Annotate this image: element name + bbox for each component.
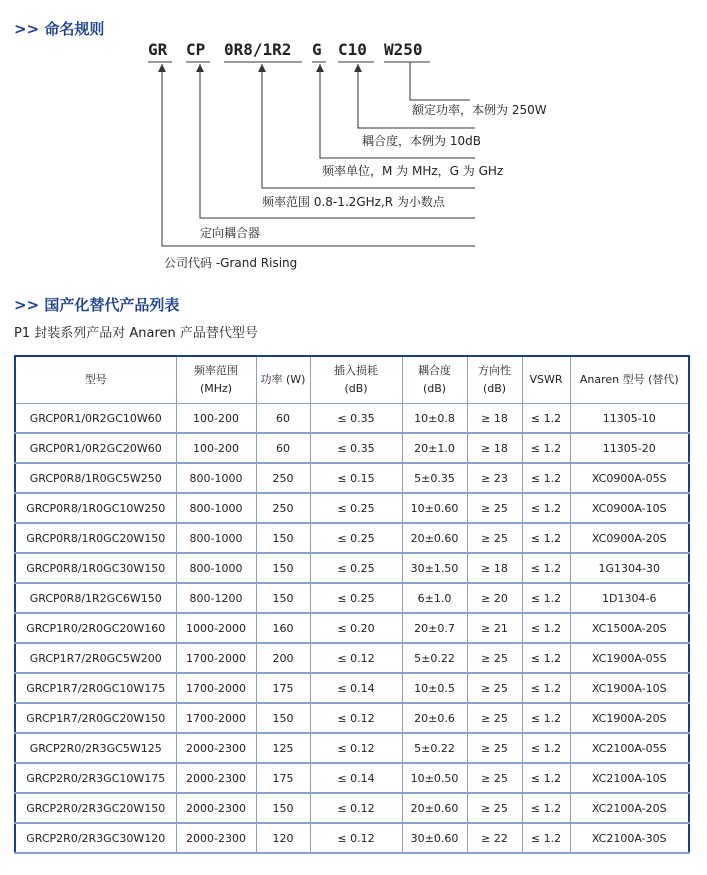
table-cell: GRCP2R0/2R3GC30W120: [15, 823, 176, 853]
table-cell: 120: [256, 823, 310, 853]
table-cell: 175: [256, 763, 310, 793]
table-cell: 1000-2000: [176, 613, 256, 643]
table-cell: GRCP0R1/0R2GC10W60: [15, 404, 176, 434]
column-header-line: 耦合度: [418, 364, 451, 377]
column-header-line: (dB): [482, 382, 507, 395]
product-table: [14, 355, 690, 854]
table-cell: XC2100A-10S: [570, 763, 689, 793]
table-cell: 800-1000: [176, 523, 256, 553]
table-cell: 10±0.5: [402, 673, 467, 703]
table-row: [15, 523, 689, 553]
code-segment-power: W250: [384, 40, 423, 59]
arrowhead-frequency-range: [258, 64, 266, 72]
table-cell: GRCP1R7/2R0GC5W200: [15, 643, 176, 673]
column-header-line: 方向性: [478, 364, 511, 377]
table-row: [15, 433, 689, 463]
table-cell: XC2100A-30S: [570, 823, 689, 853]
table-cell: ≤ 0.25: [310, 493, 402, 523]
table-cell: ≤ 0.12: [310, 793, 402, 823]
table-cell: 125: [256, 733, 310, 763]
table-cell: ≤ 1.2: [522, 463, 570, 493]
table-cell: ≤ 0.25: [310, 553, 402, 583]
label-type: 定向耦合器: [200, 226, 261, 240]
table-header-row: [15, 356, 689, 404]
table-cell: ≤ 1.2: [522, 703, 570, 733]
table-cell: 1G1304-30: [570, 553, 689, 583]
naming-section-title: >> 命名规则: [14, 20, 105, 38]
column-header: [522, 356, 570, 404]
label-frequency-range: 频率范围 0.8-1.2GHz,R 为小数点: [262, 195, 445, 209]
column-header-line: VSWR: [529, 373, 563, 386]
table-cell: 800-1000: [176, 463, 256, 493]
table-cell: 250: [256, 463, 310, 493]
column-header-line: Anaren 型号 (替代): [579, 373, 679, 386]
table-cell: ≤ 0.35: [310, 433, 402, 463]
table-cell: ≤ 0.12: [310, 823, 402, 853]
table-cell: 10±0.50: [402, 763, 467, 793]
table-cell: ≤ 1.2: [522, 673, 570, 703]
table-cell: 150: [256, 553, 310, 583]
table-cell: ≤ 1.2: [522, 493, 570, 523]
table-cell: 2000-2300: [176, 763, 256, 793]
table-cell: GRCP0R8/1R0GC20W150: [15, 523, 176, 553]
column-header-line: (MHz): [199, 382, 233, 395]
code-segment-type: CP: [186, 40, 206, 59]
table-cell: ≤ 0.25: [310, 523, 402, 553]
table-cell: ≥ 25: [467, 493, 522, 523]
table-cell: 11305-20: [570, 433, 689, 463]
table-row: [15, 553, 689, 583]
table-cell: XC2100A-20S: [570, 793, 689, 823]
table-cell: 1D1304-6: [570, 583, 689, 613]
table-cell: ≥ 25: [467, 733, 522, 763]
table-cell: ≥ 20: [467, 583, 522, 613]
table-row: [15, 463, 689, 493]
table-cell: 10±0.8: [402, 404, 467, 434]
table-row: [15, 404, 689, 434]
table-cell: GRCP0R1/0R2GC20W60: [15, 433, 176, 463]
table-cell: GRCP1R7/2R0GC10W175: [15, 673, 176, 703]
table-cell: ≤ 1.2: [522, 793, 570, 823]
table-cell: ≥ 23: [467, 463, 522, 493]
code-segment-company: GR: [148, 40, 168, 59]
table-cell: 20±0.7: [402, 613, 467, 643]
arrowhead-company: [158, 64, 166, 72]
table-row: [15, 493, 689, 523]
table-cell: XC0900A-05S: [570, 463, 689, 493]
table-cell: 150: [256, 523, 310, 553]
table-cell: 5±0.22: [402, 733, 467, 763]
column-header: [402, 356, 467, 404]
table-cell: 1700-2000: [176, 703, 256, 733]
column-header: [256, 356, 310, 404]
table-cell: ≤ 1.2: [522, 523, 570, 553]
table-cell: 2000-2300: [176, 793, 256, 823]
table-cell: GRCP0R8/1R2GC6W150: [15, 583, 176, 613]
products-section-title: >> 国产化替代产品列表: [14, 296, 180, 314]
column-header-line: 功率 (W): [260, 373, 306, 386]
table-cell: 800-1000: [176, 553, 256, 583]
arrowhead-type: [196, 64, 204, 72]
leader-power: [410, 62, 470, 100]
table-cell: GRCP1R0/2R0GC20W160: [15, 613, 176, 643]
leader-coupling: [358, 64, 475, 128]
table-cell: GRCP0R8/1R0GC10W250: [15, 493, 176, 523]
table-cell: XC1900A-20S: [570, 703, 689, 733]
table-cell: 20±0.60: [402, 793, 467, 823]
table-cell: GRCP2R0/2R3GC20W150: [15, 793, 176, 823]
naming-diagram: [0, 0, 707, 280]
table-cell: 100-200: [176, 404, 256, 434]
table-cell: ≥ 18: [467, 553, 522, 583]
code-segment-frequency-range: 0R8/1R2: [224, 40, 292, 59]
table-cell: ≥ 25: [467, 793, 522, 823]
table-cell: 30±0.60: [402, 823, 467, 853]
table-cell: ≥ 18: [467, 433, 522, 463]
table-cell: ≤ 0.20: [310, 613, 402, 643]
table-cell: 1700-2000: [176, 673, 256, 703]
table-row: [15, 643, 689, 673]
column-header-line: 频率范围: [194, 364, 238, 377]
table-cell: ≤ 1.2: [522, 583, 570, 613]
table-row: [15, 673, 689, 703]
table-cell: ≤ 0.14: [310, 763, 402, 793]
column-header: [570, 356, 689, 404]
table-cell: 30±1.50: [402, 553, 467, 583]
table-cell: GRCP2R0/2R3GC5W125: [15, 733, 176, 763]
column-header-line: (dB): [422, 382, 447, 395]
label-power: 额定功率，本例为 250W: [412, 103, 547, 117]
table-cell: GRCP2R0/2R3GC10W175: [15, 763, 176, 793]
column-header: [310, 356, 402, 404]
table-cell: ≥ 25: [467, 763, 522, 793]
table-row: [15, 793, 689, 823]
table-cell: 2000-2300: [176, 823, 256, 853]
table-cell: ≥ 22: [467, 823, 522, 853]
arrowhead-frequency-unit: [316, 64, 324, 72]
table-row: [15, 823, 689, 853]
table-cell: XC1900A-05S: [570, 643, 689, 673]
table-cell: ≤ 1.2: [522, 643, 570, 673]
table-cell: 150: [256, 583, 310, 613]
column-header: [176, 356, 256, 404]
table-cell: ≤ 0.15: [310, 463, 402, 493]
table-row: [15, 613, 689, 643]
arrowhead-coupling: [354, 64, 362, 72]
label-coupling: 耦合度，本例为 10dB: [362, 134, 481, 148]
table-cell: ≤ 0.35: [310, 404, 402, 434]
table-cell: ≤ 1.2: [522, 404, 570, 434]
table-row: [15, 583, 689, 613]
table-cell: XC0900A-10S: [570, 493, 689, 523]
table-cell: ≤ 0.14: [310, 673, 402, 703]
column-header-line: 型号: [84, 373, 107, 386]
code-segment-coupling: C10: [338, 40, 367, 59]
table-cell: 5±0.35: [402, 463, 467, 493]
label-frequency-unit: 频率单位，M 为 MHz，G 为 GHz: [322, 164, 504, 178]
table-cell: ≥ 25: [467, 703, 522, 733]
table-cell: 100-200: [176, 433, 256, 463]
table-cell: 60: [256, 433, 310, 463]
table-cell: 150: [256, 793, 310, 823]
label-company: 公司代码 -Grand Rising: [164, 256, 298, 270]
column-header: [467, 356, 522, 404]
table-cell: 11305-10: [570, 404, 689, 434]
table-cell: 1700-2000: [176, 643, 256, 673]
table-cell: ≤ 0.12: [310, 703, 402, 733]
code-segment-frequency-unit: G: [312, 40, 322, 59]
table-cell: ≥ 18: [467, 404, 522, 434]
table-cell: ≤ 1.2: [522, 553, 570, 583]
table-cell: GRCP1R7/2R0GC20W150: [15, 703, 176, 733]
table-cell: GRCP0R8/1R0GC5W250: [15, 463, 176, 493]
table-cell: ≥ 25: [467, 673, 522, 703]
table-cell: ≤ 0.25: [310, 583, 402, 613]
table-cell: ≥ 21: [467, 613, 522, 643]
table-cell: ≤ 1.2: [522, 733, 570, 763]
table-cell: 150: [256, 703, 310, 733]
table-cell: 160: [256, 613, 310, 643]
table-cell: 20±1.0: [402, 433, 467, 463]
table-cell: 175: [256, 673, 310, 703]
products-subtitle: P1 封装系列产品对 Anaren 产品替代型号: [14, 326, 258, 341]
table-cell: XC1500A-20S: [570, 613, 689, 643]
leader-company: [162, 64, 475, 246]
table-cell: 60: [256, 404, 310, 434]
table-cell: 800-1000: [176, 493, 256, 523]
table-row: [15, 763, 689, 793]
table-cell: ≤ 1.2: [522, 763, 570, 793]
table-cell: 5±0.22: [402, 643, 467, 673]
column-header: [15, 356, 176, 404]
table-cell: ≤ 1.2: [522, 823, 570, 853]
table-row: [15, 733, 689, 763]
table-cell: ≥ 25: [467, 523, 522, 553]
column-header-line: (dB): [344, 382, 368, 395]
table-cell: ≤ 0.12: [310, 643, 402, 673]
table-cell: ≤ 1.2: [522, 613, 570, 643]
table-cell: XC2100A-05S: [570, 733, 689, 763]
table-cell: 6±1.0: [402, 583, 467, 613]
table-cell: 250: [256, 493, 310, 523]
table-cell: 20±0.6: [402, 703, 467, 733]
table-cell: 800-1200: [176, 583, 256, 613]
table-cell: 200: [256, 643, 310, 673]
table-cell: XC0900A-20S: [570, 523, 689, 553]
table-cell: 10±0.60: [402, 493, 467, 523]
table-cell: 2000-2300: [176, 733, 256, 763]
column-header-line: 插入损耗: [334, 364, 378, 377]
table-cell: ≥ 25: [467, 643, 522, 673]
table-cell: ≤ 1.2: [522, 433, 570, 463]
table-cell: GRCP0R8/1R0GC30W150: [15, 553, 176, 583]
table-cell: XC1900A-10S: [570, 673, 689, 703]
table-cell: 20±0.60: [402, 523, 467, 553]
table-cell: ≤ 0.12: [310, 733, 402, 763]
table-row: [15, 703, 689, 733]
